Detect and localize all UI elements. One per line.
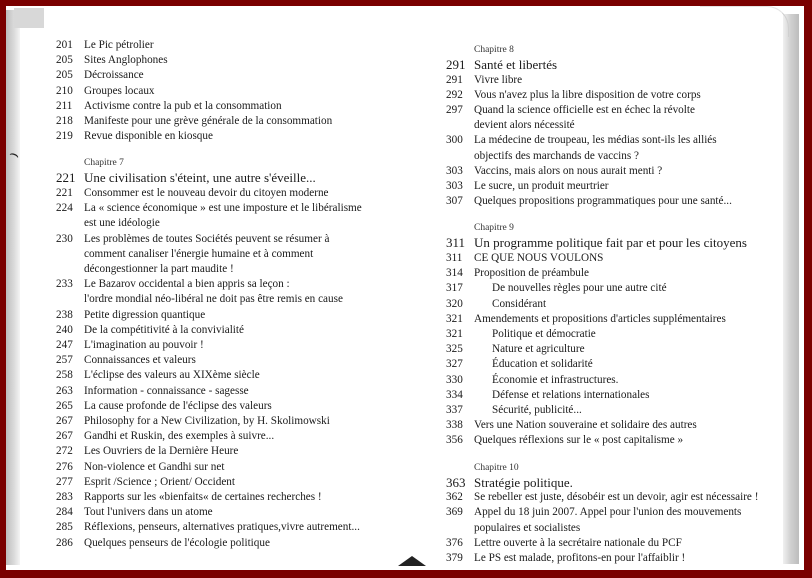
toc-entry — [446, 164, 776, 179]
chapter-label: Chapitre 9 — [474, 223, 514, 234]
page-number: 297 — [446, 104, 463, 116]
toc-entry — [56, 186, 376, 201]
toc-entry — [56, 505, 376, 520]
entry-text: Économie et infrastructures. — [492, 373, 619, 386]
toc-entry — [56, 368, 376, 383]
chapter-title — [446, 475, 776, 491]
toc-entry — [56, 232, 376, 247]
toc-entry — [56, 353, 376, 368]
page-number: 321 — [446, 328, 463, 341]
toc-entry — [446, 179, 776, 194]
entry-text: Le PS est malade, profitons-en pour l'affaiblir ! — [474, 552, 686, 565]
toc-entry — [446, 505, 776, 520]
entry-text: Nature et agriculture — [492, 343, 585, 356]
entry-text: Défense et relations internationales — [492, 388, 650, 401]
entry-text: Vers une Nation souveraine et solidaire des autres — [474, 419, 697, 432]
page-number: 224 — [56, 202, 73, 215]
page-number: 311 — [446, 252, 463, 265]
entry-continuation: décongestionner la part maudite ! — [84, 263, 234, 276]
entry-text: Les problèmes de toutes Sociétés peuvent se résumer à — [84, 232, 330, 245]
toc-entry — [56, 84, 376, 99]
entry-continuation: l'ordre mondial néo-libéral ne doit pas être remis en cause — [84, 293, 343, 306]
page-number: 265 — [56, 399, 73, 412]
entry-text: Le Pic pétrolier — [84, 39, 154, 51]
page-number: 211 — [56, 99, 73, 112]
entry-text: L'imagination au pouvoir ! — [84, 339, 204, 352]
entry-text: Stratégie politique. — [474, 474, 573, 490]
toc-entry — [56, 38, 376, 53]
entry-text: Petite digression quantique — [84, 308, 206, 321]
toc-entry — [56, 475, 376, 490]
page-number: 285 — [56, 521, 73, 534]
entry-text: Rapports sur les «bienfaits« de certaines recherches ! — [84, 491, 322, 504]
toc-entry — [56, 338, 376, 353]
toc-entry — [446, 103, 776, 118]
page-number: 267 — [56, 430, 73, 443]
toc-entry — [446, 251, 776, 266]
entry-text: Le Bazarov occidental a bien appris sa leçon : — [84, 278, 290, 291]
page-number: 263 — [56, 384, 73, 397]
entry-text: L'éclipse des valeurs au XIXème siècle — [84, 369, 260, 382]
entry-text: Éducation et solidarité — [492, 358, 593, 371]
page-number: 205 — [56, 54, 73, 67]
toc-entry — [446, 73, 776, 88]
page-number: 356 — [446, 434, 463, 447]
toc-entry — [446, 266, 776, 281]
entry-text: Revue disponible en kiosque — [84, 130, 213, 143]
entry-text: Vivre libre — [474, 73, 523, 86]
entry-text: Quelques réflexions sur le « post capitalisme » — [474, 434, 684, 447]
book-spine-mark — [398, 556, 426, 566]
toc-entry — [56, 384, 376, 399]
page-number: 317 — [446, 282, 463, 295]
page-number: 379 — [446, 552, 463, 565]
page-number: 300 — [446, 134, 463, 147]
page-corner — [14, 8, 44, 28]
entry-text: Quelques propositions programmatiques pour une santé... — [474, 195, 732, 208]
entry-text: Se rebeller est juste, désobéir est un devoir, agir est nécessaire ! — [474, 491, 759, 504]
entry-continuation: comment canaliser l'énergie humaine et à comment — [84, 247, 314, 260]
page-curl — [700, 6, 789, 37]
entry-text: Non-violence et Gandhi sur net — [84, 460, 225, 473]
left-page-toc — [56, 38, 376, 551]
chapter-label: Chapitre 10 — [474, 462, 519, 473]
page-number: 292 — [446, 88, 463, 101]
toc-entry — [446, 490, 776, 505]
page-number: 307 — [446, 195, 463, 208]
entry-text: Un programme politique fait par et pour les citoyens — [474, 235, 747, 251]
page-number: 363 — [446, 474, 466, 490]
chapter-title — [446, 235, 776, 251]
toc-entry — [446, 418, 776, 433]
toc-entry — [446, 342, 776, 357]
entry-text: Activisme contre la pub et la consommation — [84, 99, 282, 112]
page-number: 337 — [446, 404, 463, 417]
entry-text: CE QUE NOUS VOULONS — [474, 252, 604, 265]
page-number: 334 — [446, 388, 463, 401]
toc-entry — [56, 414, 376, 429]
entry-text: Une civilisation s'éteint, une autre s'éveille... — [84, 170, 316, 186]
page-number: 291 — [446, 73, 463, 86]
entry-text: Information - connaissance - sagesse — [84, 384, 249, 397]
page-number: 276 — [56, 460, 73, 473]
entry-text: La cause profonde de l'éclipse des valeurs — [84, 399, 272, 412]
page-number: 221 — [56, 170, 76, 186]
toc-entry — [56, 277, 376, 292]
page-number: 286 — [56, 536, 73, 549]
entry-text: De la compétitivité à la convivialité — [84, 323, 244, 336]
entry-continuation: objectifs des marchands de vaccins ? — [474, 149, 639, 162]
toc-entry — [446, 133, 776, 148]
entry-text: Lettre ouverte à la secrétaire nationale du PCF — [474, 536, 682, 549]
entry-text: Le sucre, un produit meurtrier — [474, 180, 609, 193]
entry-text: Santé et libertés — [474, 57, 558, 72]
page-number: 362 — [446, 491, 463, 504]
entry-text: Les Ouvriers de la Dernière Heure — [84, 445, 239, 458]
page-number: 233 — [56, 278, 73, 291]
toc-entry — [446, 88, 776, 103]
toc-entry — [56, 53, 376, 68]
entry-text: Connaissances et valeurs — [84, 354, 196, 367]
entry-text: Appel du 18 juin 2007. Appel pour l'union des mouvements — [474, 506, 742, 519]
page-number: 369 — [446, 506, 463, 519]
entry-text: Proposition de préambule — [474, 267, 589, 280]
entry-text: Esprit /Science ; Orient/ Occident — [84, 475, 235, 488]
page-number: 219 — [56, 130, 73, 143]
toc-entry — [446, 536, 776, 551]
entry-text: Considérant — [492, 297, 547, 310]
page-number: 201 — [56, 39, 73, 51]
page-number: 291 — [446, 57, 466, 72]
page-number: 272 — [56, 445, 73, 458]
toc-entry — [446, 194, 776, 209]
page-number: 258 — [56, 369, 73, 382]
entry-text: Amendements et propositions d'articles supplémentaires — [474, 312, 726, 325]
page-number: 267 — [56, 415, 73, 428]
entry-text: Manifeste pour une grève générale de la consommation — [84, 115, 333, 128]
right-page-edge-shadow — [783, 14, 799, 564]
page-number: 376 — [446, 536, 463, 549]
entry-continuation: est une idéologie — [84, 217, 160, 230]
entry-text: Tout l'univers dans un atome — [84, 506, 213, 519]
entry-text: Réflexions, penseurs, alternatives pratiques,vivre autrement... — [84, 521, 360, 534]
page-number: 303 — [446, 164, 463, 177]
pen-mark-icon: ⌢ — [6, 144, 23, 165]
toc-entry — [56, 460, 376, 475]
toc-entry — [56, 323, 376, 338]
entry-text: Gandhi et Ruskin, des exemples à suivre... — [84, 430, 275, 443]
toc-entry — [56, 129, 376, 144]
toc-entry — [446, 551, 776, 566]
page-number: 303 — [446, 180, 463, 193]
toc-entry — [446, 297, 776, 312]
page-number: 238 — [56, 308, 73, 321]
page-number: 330 — [446, 373, 463, 386]
entry-continuation: populaires et socialistes — [474, 521, 581, 534]
page-number: 218 — [56, 115, 73, 128]
entry-text: De nouvelles règles pour une autre cité — [492, 282, 667, 295]
entry-text: Vaccins, mais alors on nous aurait menti ? — [474, 164, 663, 177]
right-page-toc — [446, 44, 776, 566]
page-number: 283 — [56, 491, 73, 504]
toc-entry — [446, 403, 776, 418]
entry-text: Groupes locaux — [84, 84, 155, 97]
chapter-label: Chapitre 8 — [474, 45, 514, 55]
entry-text: Vous n'avez plus la libre disposition de votre corps — [474, 88, 701, 101]
left-page-edge-shadow — [6, 10, 23, 565]
toc-entry — [56, 444, 376, 459]
chapter-title — [446, 57, 776, 73]
toc-entry — [446, 388, 776, 403]
page-number: 221 — [56, 187, 73, 200]
entry-text: Sécurité, publicité... — [492, 404, 582, 417]
entry-text: Sites Anglophones — [84, 54, 168, 67]
entry-text: Quand la science officielle est en échec la révolte — [474, 104, 695, 116]
toc-entry — [56, 308, 376, 323]
toc-entry — [56, 114, 376, 129]
page-number: 320 — [446, 297, 463, 310]
entry-text: Consommer est le nouveau devoir du citoyen moderne — [84, 187, 329, 200]
page-number: 338 — [446, 419, 463, 432]
entry-continuation: devient alors nécessité — [474, 119, 575, 132]
entry-text: Quelques penseurs de l'écologie politique — [84, 536, 270, 549]
toc-entry — [56, 201, 376, 216]
toc-entry — [56, 536, 376, 551]
page-number: 230 — [56, 232, 73, 245]
toc-entry — [56, 429, 376, 444]
toc-entry — [446, 312, 776, 327]
toc-entry — [446, 327, 776, 342]
toc-entry — [56, 520, 376, 535]
chapter-title — [56, 170, 376, 186]
page-number: 284 — [56, 506, 73, 519]
toc-entry — [56, 68, 376, 83]
page-number: 321 — [446, 312, 463, 325]
toc-entry — [446, 357, 776, 372]
page-number: 277 — [56, 475, 73, 488]
toc-entry — [56, 399, 376, 414]
chapter-label: Chapitre 7 — [84, 158, 124, 169]
toc-entry — [446, 373, 776, 388]
entry-text: Politique et démocratie — [492, 328, 596, 341]
page-number: 205 — [56, 69, 73, 82]
page-number: 314 — [446, 267, 463, 280]
toc-entry — [446, 433, 776, 448]
entry-text: La « science économique » est une imposture et le libéralisme — [84, 202, 362, 215]
page-number: 327 — [446, 358, 463, 371]
entry-text: Philosophy for a New Civilization, by H. Skolimowski — [84, 415, 330, 428]
page-number: 257 — [56, 354, 73, 367]
page-number: 240 — [56, 323, 73, 336]
page-number: 210 — [56, 84, 73, 97]
entry-text: Décroissance — [84, 69, 144, 82]
page-number: 311 — [446, 235, 466, 251]
entry-text: La médecine de troupeau, les médias sont-ils les alliés — [474, 134, 717, 147]
page-number: 247 — [56, 339, 73, 352]
toc-entry — [446, 281, 776, 296]
toc-entry — [56, 490, 376, 505]
toc-entry — [56, 99, 376, 114]
page-number: 325 — [446, 343, 463, 356]
